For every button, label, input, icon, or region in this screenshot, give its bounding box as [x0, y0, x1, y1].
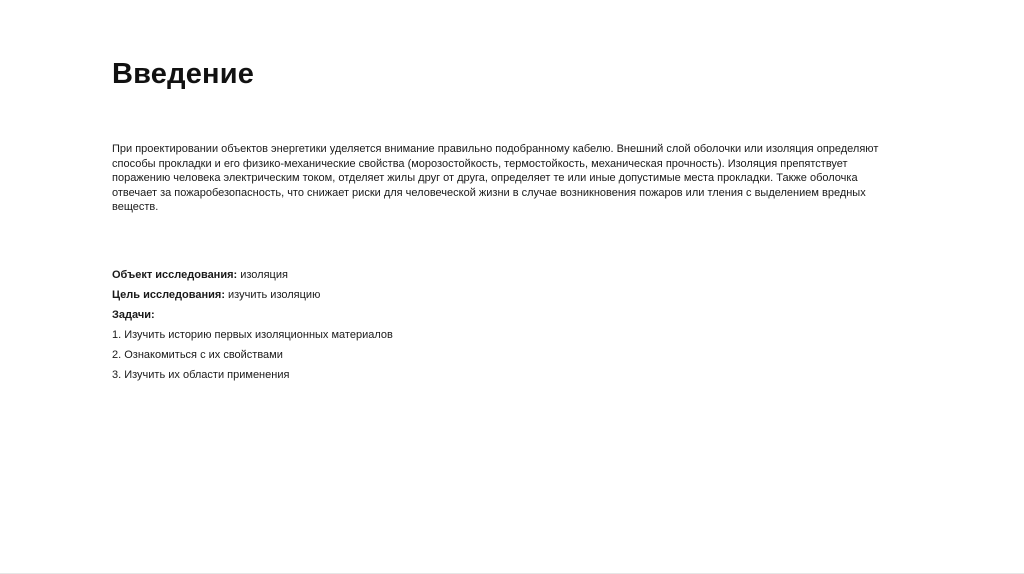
task-item: 1. Изучить историю первых изоляционных материалов — [112, 329, 393, 341]
research-goal-value: изучить изоляцию — [224, 289, 321, 301]
research-object-value: изоляция — [237, 269, 288, 281]
slide-title: Введение — [112, 58, 255, 90]
research-object-label: Объект исследования: — [112, 269, 238, 281]
task-item: 2. Ознакомиться с их свойствами — [112, 349, 283, 361]
task-item: 3. Изучить их области применения — [112, 369, 290, 381]
research-goal-label: Цель исследования: — [112, 289, 225, 301]
research-goal — [112, 288, 712, 302]
research-details — [112, 268, 712, 388]
tasks-heading: Задачи: — [112, 309, 155, 321]
intro-paragraph: При проектировании объектов энергетики уделяется внимание правильно подобранному кабелю. Внешний слой оболочки или изоляция определяют способы прокладки и его физико-механические свойства (морозостойкость, термостойкость, механическая прочность). Изоляция препятствует поражению человека электрическим током, отделяет жилы друг от друга, определяет те или иные допустимые места прокладки. Также оболочка отвечает за пожаробезопасность, что снижает риски для человеческой жизни в случае возникновения пожаров или тления с выделением вредных веществ. — [112, 143, 879, 213]
research-object — [112, 268, 712, 282]
